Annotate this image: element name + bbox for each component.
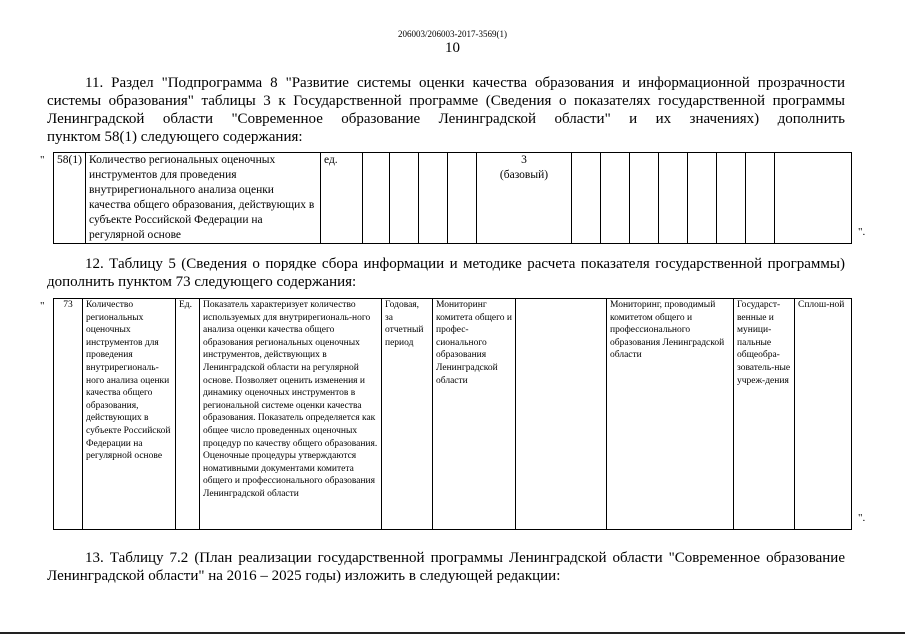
table2-coverage: Сплош-ной: [795, 299, 852, 530]
item13-line2: Ленинградской области" на 2016 – 2025 годы) изложить в следующей редакции:: [47, 568, 561, 584]
table1-cell: [659, 153, 688, 244]
table2-open-quote: ": [40, 300, 45, 312]
item11-line3: Ленинградской области "Современное образование Ленинградской области" и их значениях) дополнить: [47, 111, 845, 127]
table1-cell: [363, 153, 390, 244]
table2-object: Государст-венные и муници-пальные общеобра-зователь-ные учреж-дения: [734, 299, 795, 530]
item12-line1: 12. Таблицу 5 (Сведения о порядке сбора информации и методике расчета показателя государственной программы): [85, 256, 845, 272]
page-number: 10: [445, 40, 460, 56]
item11-line1: 11. Раздел "Подпрограмма 8 "Развитие системы оценки качества образования и информационной прозрачности: [85, 75, 845, 91]
table1-cell: [601, 153, 630, 244]
table1-base-value: [477, 153, 572, 244]
table2-num: 73: [54, 299, 83, 530]
paragraph-item-11: [47, 74, 845, 146]
table2-method: Мониторинг комитета общего и профес-сионального образования Ленинградской области: [433, 299, 516, 530]
table1-cell: [448, 153, 477, 244]
table1-num: 58(1): [54, 153, 86, 244]
table2-name: Количество региональных оценочных инструментов для проведения внутрирегиональ-ного анализа оценки качества общего образования, действующих в субъекте Российской Федерации на регулярной основе: [83, 299, 176, 530]
table1-cell: [572, 153, 601, 244]
table1-cell: [390, 153, 419, 244]
table1-cell: [775, 153, 852, 244]
data-collection-table-73: [53, 298, 852, 530]
base-value: 3: [521, 154, 527, 166]
table-row: [54, 153, 852, 244]
table1-cell: [746, 153, 775, 244]
table1-cell: [688, 153, 717, 244]
table1-cell: [419, 153, 448, 244]
item13-line1: 13. Таблицу 7.2 (План реализации государственной программы Ленинградской области "Современное образование: [85, 550, 845, 566]
table2-formula: [516, 299, 607, 530]
document-code: 206003/206003-2017-3569(1): [398, 29, 507, 39]
paragraph-item-13: [47, 549, 845, 585]
table1-open-quote: ": [40, 154, 45, 166]
table2-close-quote: ".: [858, 512, 866, 524]
table-row: [54, 299, 852, 530]
indicator-table-58: [53, 152, 852, 244]
paragraph-item-12: [47, 255, 845, 291]
table2-period: Годовая, за отчетный период: [382, 299, 433, 530]
item11-line2: системы образования" таблицы 3 к Государственной программе (Сведения о показателях государственной программы: [47, 93, 845, 109]
table2-definition: Показатель характеризует количество используемых для внутрирегиональ-ного анализа оценки качества общего образования региональных оценочных инструментов, действующих в Ленинградской области на регулярной основе. Позволяет оценить изменения и динамику оценочных инструментов в региональной системе оценки качества образования. Показатель определяется как общее число проведенных оценочных процедур по качеству общего образования. Оценочные процедуры утверждаются номативными документами комитета общего и профессионального образования Ленинградской области: [200, 299, 382, 530]
item12-line2: дополнить пунктом 73 следующего содержания:: [47, 274, 357, 290]
table2-unit: Ед.: [176, 299, 200, 530]
item11-line4: пунктом 58(1) следующего содержания:: [47, 129, 303, 145]
table1-close-quote: ".: [858, 226, 866, 238]
page-edge-line: [0, 632, 905, 634]
table1-unit: ед.: [321, 153, 363, 244]
table1-cell: [630, 153, 659, 244]
table2-responsible: Мониторинг, проводимый комитетом общего и профессионального образования Ленинградской области: [607, 299, 734, 530]
base-label: (базовый): [499, 169, 549, 181]
table1-name: Количество региональных оценочных инструментов для проведения внутрирегионального анализа оценки качества общего образования, действующих в субъекте Российской Федерации на регулярной основе: [86, 153, 321, 244]
table1-cell: [717, 153, 746, 244]
